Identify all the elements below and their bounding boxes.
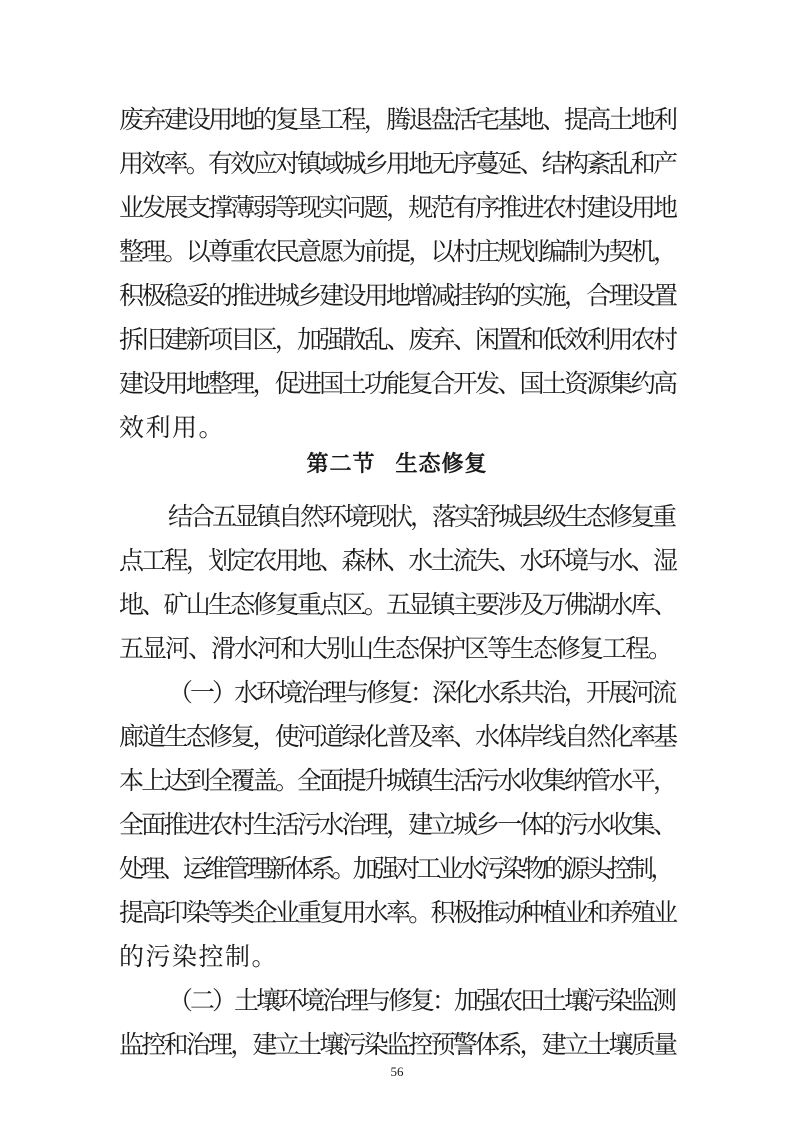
text-line: 建设用地整理，促进国土功能复合开发、国土资源集约高 (119, 369, 676, 398)
text-line: 废弃建设用地的复垦工程，腾退盘活宅基地、提高土地利 (119, 105, 676, 134)
text-line: 全面推进农村生活污水治理，建立城乡一体的污水收集、 (119, 810, 676, 839)
text-line: 处理、运维管理新体系。加强对工业水污染物的源头控制， (119, 854, 672, 883)
text-line: 整理。以尊重农民意愿为前提，以村庄规划编制为契机， (119, 237, 676, 266)
text-line: 地、矿山生态修复重点区。五显镇主要涉及万佛湖水库、 (119, 590, 676, 619)
section-number: 第二节 (306, 452, 376, 477)
text-line: 拆旧建新项目区，加强散乱、废弃、闲置和低效利用农村 (119, 325, 676, 354)
text-line: 五显河、滑水河和大别山生态保护区等生态修复工程。 (119, 634, 672, 663)
text-line: （二）土壤环境治理与修复：加强农田土壤污染监测 (168, 986, 675, 1015)
text-line: 点工程，划定农用地、森林、水土流失、水环境与水、湿 (119, 546, 676, 575)
text-line: 本上达到全覆盖。全面提升城镇生活污水收集纳管水平， (119, 766, 676, 795)
section-heading (0, 445, 794, 485)
page-number: 56 (390, 1064, 404, 1079)
text-line: 廊道生态修复，使河道绿化普及率、水体岸线自然化率基 (119, 722, 676, 751)
section-title: 生态修复 (395, 452, 488, 477)
text-line: 效利用。 (119, 413, 226, 442)
text-line: 提高印染等类企业重复用水率。积极推动种植业和养殖业 (119, 898, 676, 927)
text-line: （一）水环境治理与修复：深化水系共治，开展河流 (168, 678, 675, 707)
text-line: 结合五显镇自然环境现状，落实舒城县级生态修复重 (168, 502, 675, 531)
text-line: 用效率。有效应对镇域城乡用地无序蔓延、结构紊乱和产 (119, 149, 676, 178)
text-line: 监控和治理，建立土壤污染监控预警体系，建立土壤质量 (119, 1030, 676, 1059)
text-line: 的污染控制。 (119, 942, 279, 971)
text-line: 积极稳妥的推进城乡建设用地增减挂钩的实施，合理设置 (119, 281, 676, 310)
text-line: 业发展支撑薄弱等现实问题，规范有序推进农村建设用地 (119, 193, 676, 222)
